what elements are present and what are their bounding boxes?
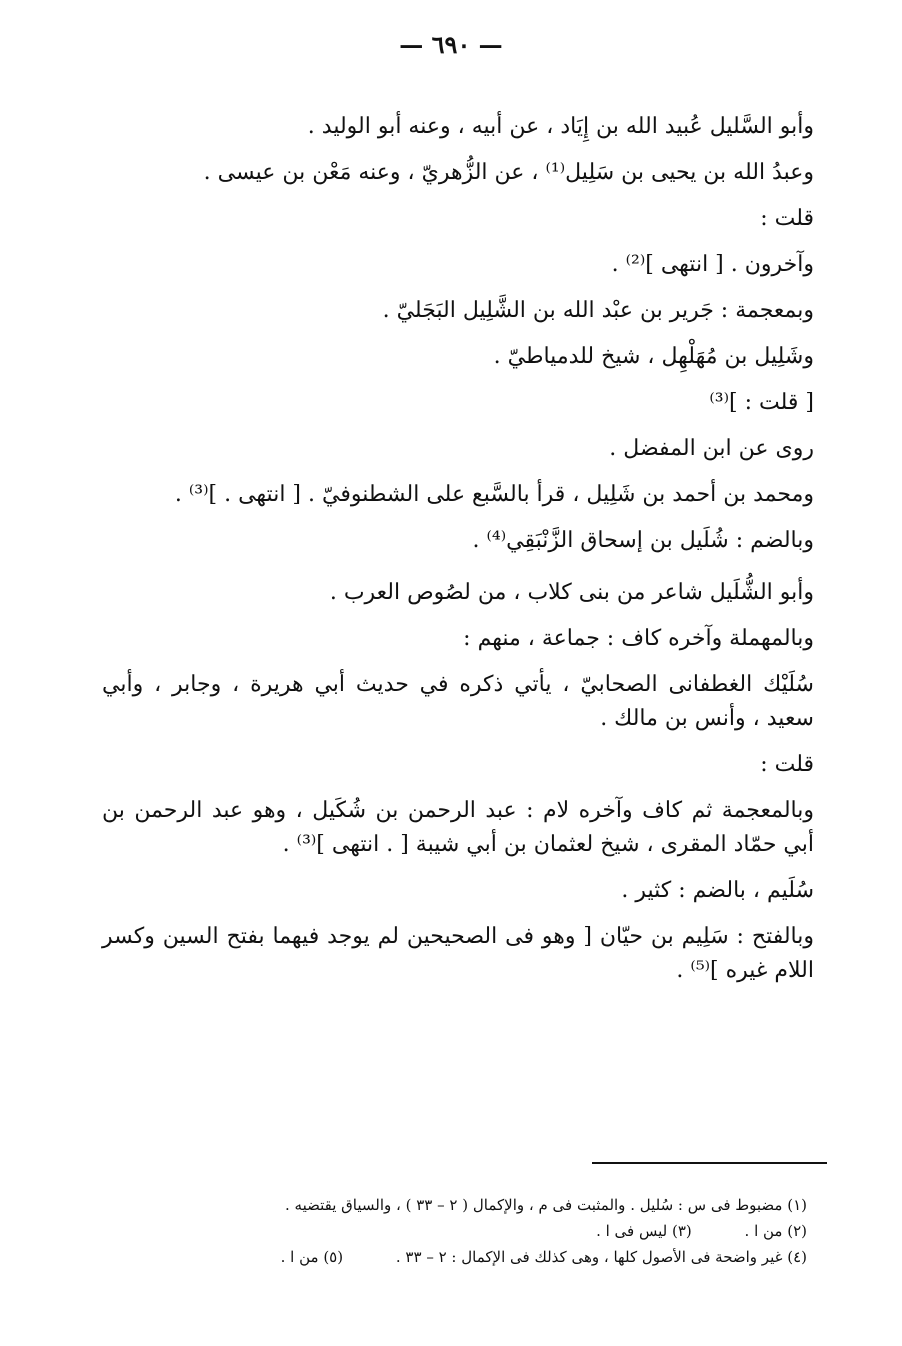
paragraph: وآخرون . [ انتهى ]⁽²⁾ .: [611, 252, 814, 277]
paragraph: وبمعجمة : جَرير بن عبْد الله بن الشَّلِيل البَجَليّ .: [382, 298, 814, 323]
paragraph: وشَلِيل بن مُهَلْهِل ، شيخ للدمياطيّ .: [493, 344, 814, 369]
footnote-row: [167, 1218, 807, 1244]
footnote-separator: [592, 1162, 827, 1164]
footnote: (٥) من ا .: [280, 1248, 344, 1266]
paragraph: وأبو السَّليل عُبيد الله بن إِيَاد ، عن أبيه ، وعنه أبو الوليد .: [307, 114, 814, 139]
paragraph: قلت :: [760, 752, 814, 777]
footnotes: [167, 1192, 807, 1270]
paragraph: وبالمهملة وآخره كاف : جماعة ، منهم :: [463, 626, 814, 651]
footnote: (١) مضبوط فى س : سُليل . والمثبت فى م ، والإكمال ( ٢ – ٣٣ ) ، والسياق يقتضيه .: [284, 1196, 807, 1214]
paragraph: سُلَيْك الغطفانى الصحابيّ ، يأتي ذكره في حديث أبي هريرة ، وجابر ، وأبي سعيد ، وأنس بن مالك .: [102, 672, 814, 731]
paragraph: سُلَيم ، بالضم : كثير .: [621, 878, 814, 903]
paragraph: وبالضم : شُلَيل بن إسحاق الزَّنْبَقِي⁽⁴⁾ .: [472, 528, 814, 553]
page-number: — ٦٩٠ —: [399, 30, 503, 59]
paragraph: وبالفتح : سَلِيم بن حيّان [ وهو فى الصحيحين لم يوجد فيهما بفتح السين وكسر اللام غيره ]⁽⁵⁾ .: [102, 924, 814, 983]
paragraph: قلت :: [760, 206, 814, 231]
footnote: (٣) ليس فى ا .: [596, 1222, 692, 1240]
paragraph: وأبو الشُّلَيل شاعر من بنى كلاب ، من لصُوص العرب .: [329, 580, 814, 605]
footnote-row: [167, 1244, 807, 1270]
paragraph: روى عن ابن المفضل .: [609, 436, 814, 461]
footnote-row: [167, 1192, 807, 1218]
paragraph: [ قلت : ]⁽³⁾: [709, 390, 814, 415]
main-text: [102, 110, 814, 1000]
paragraph: وعبدُ الله بن يحيى بن سَلِيل⁽¹⁾ ، عن الزُّهريّ ، وعنه مَعْن بن عيسى .: [203, 160, 814, 185]
footnote: (٢) من ا .: [744, 1222, 807, 1240]
paragraph: ومحمد بن أحمد بن شَلِيل ، قرأ بالسَّبع على الشطنوفيّ . [ انتهى . ]⁽³⁾ .: [174, 482, 814, 507]
paragraph: وبالمعجمة ثم كاف وآخره لام : عبد الرحمن بن شُكَيل ، وهو عبد الرحمن بن أبي حمّاد المقرى ، شيخ لعثمان بن أبي شيبة [ . انتهى ]⁽³⁾ .: [102, 798, 814, 857]
footnote: (٤) غير واضحة فى الأصول كلها ، وهى كذلك فى الإكمال : ٢ – ٣٣ .: [395, 1248, 807, 1266]
